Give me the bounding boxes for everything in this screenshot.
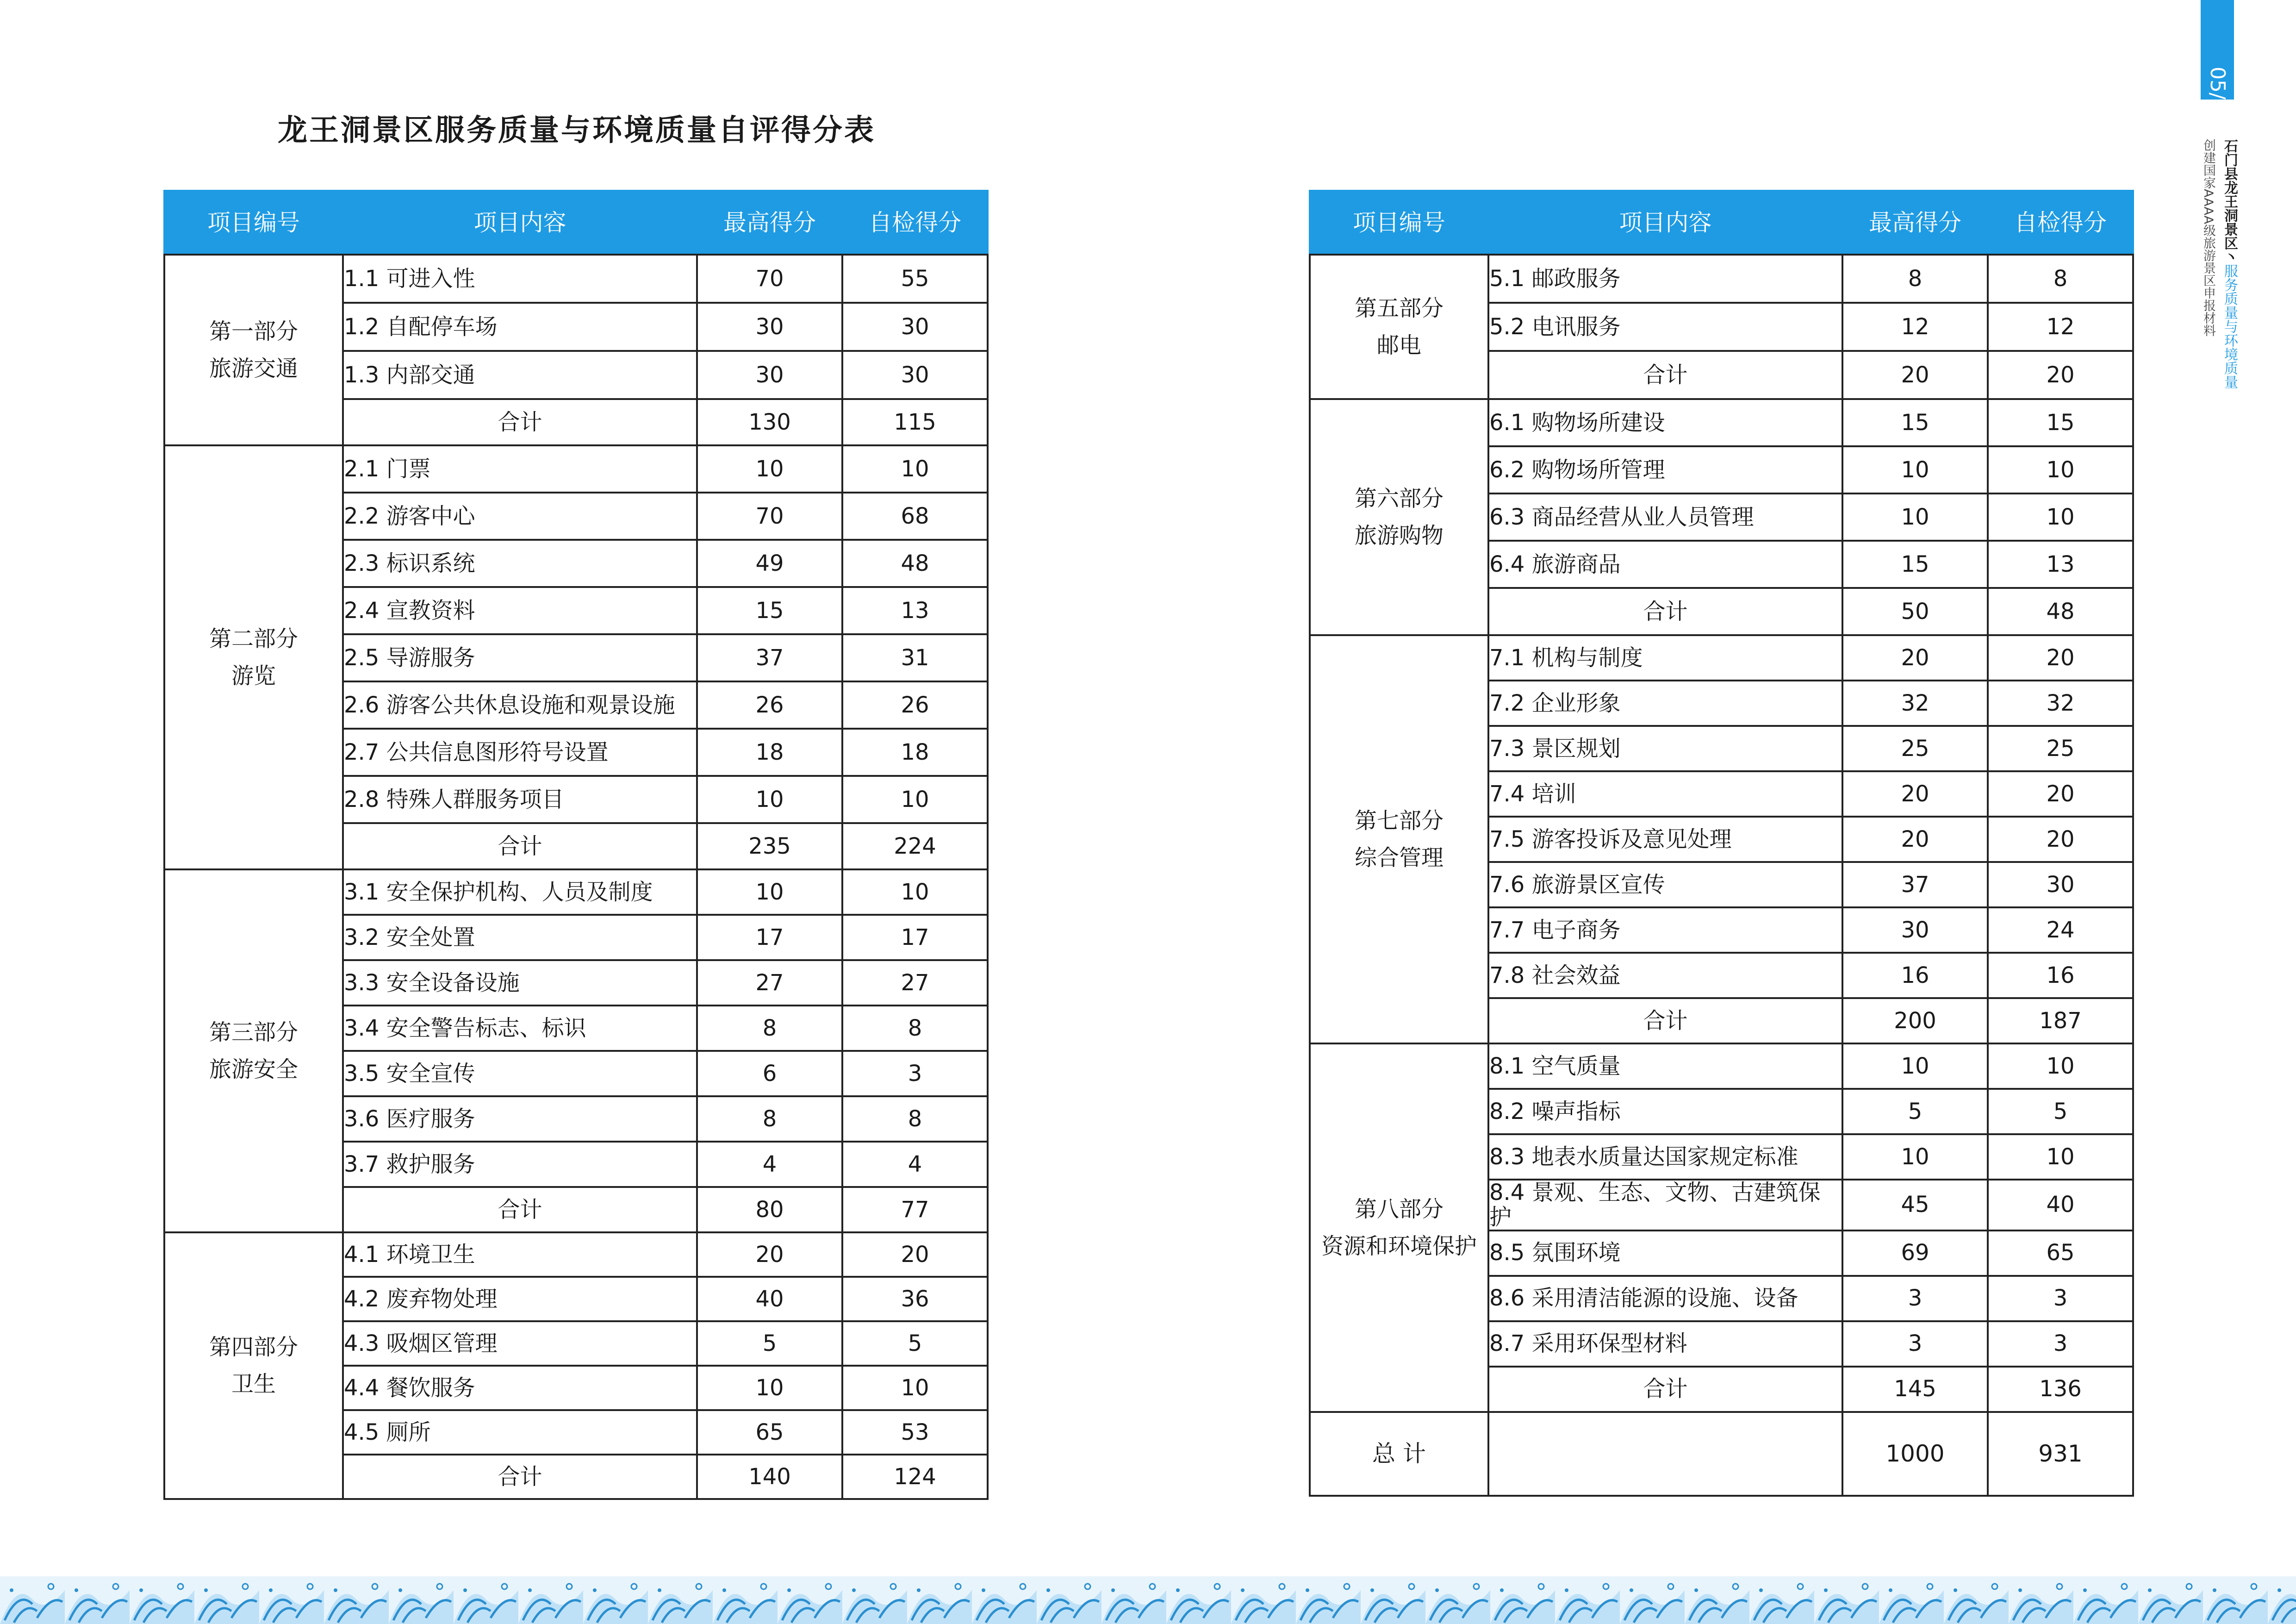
subtotal-max: 145 xyxy=(1842,1367,1988,1412)
item-label: 7.5 游客投诉及意见处理 xyxy=(1488,817,1842,862)
item-label: 8.1 空气质量 xyxy=(1488,1043,1842,1089)
section-label-line: 资源和环境保护 xyxy=(1321,1233,1477,1259)
section-label xyxy=(1310,255,1488,399)
subtotal-max: 200 xyxy=(1842,998,1988,1043)
max-score: 6 xyxy=(697,1051,842,1096)
max-score: 10 xyxy=(1842,1043,1988,1089)
max-score: 10 xyxy=(697,445,842,493)
item-label: 8.7 采用环保型材料 xyxy=(1488,1321,1842,1367)
max-score: 69 xyxy=(1842,1230,1988,1276)
section-label xyxy=(164,445,343,869)
item-label: 8.6 采用清洁能源的设施、设备 xyxy=(1488,1276,1842,1321)
self-score: 36 xyxy=(842,1277,988,1321)
subtotal-self: 115 xyxy=(842,399,988,445)
section-label xyxy=(1310,399,1488,635)
max-score: 16 xyxy=(1842,953,1988,998)
self-score: 18 xyxy=(842,729,988,776)
self-score: 10 xyxy=(842,445,988,493)
self-score: 30 xyxy=(1988,862,2133,907)
header-item-number: 项目编号 xyxy=(164,191,343,255)
self-score: 8 xyxy=(842,1006,988,1051)
self-score: 24 xyxy=(1988,907,2133,953)
self-score: 27 xyxy=(842,960,988,1006)
subtotal-self: 77 xyxy=(842,1187,988,1232)
item-label: 3.6 医疗服务 xyxy=(343,1096,697,1142)
self-score: 5 xyxy=(1988,1089,2133,1134)
item-label: 2.1 门票 xyxy=(343,445,697,493)
max-score: 70 xyxy=(697,255,842,303)
max-score: 40 xyxy=(697,1277,842,1321)
item-label: 6.3 商品经营从业人员管理 xyxy=(1488,493,1842,541)
max-score: 32 xyxy=(1842,681,1988,726)
subtotal-self: 20 xyxy=(1988,351,2133,399)
item-label: 4.2 废弃物处理 xyxy=(343,1277,697,1321)
subtotal-label: 合计 xyxy=(343,1455,697,1499)
section-label xyxy=(164,869,343,1232)
header-self-score: 自检得分 xyxy=(842,191,988,255)
item-label: 8.4 景观、生态、文物、古建筑保护 xyxy=(1488,1180,1842,1230)
max-score: 15 xyxy=(1842,541,1988,588)
section-label-line: 第七部分 xyxy=(1354,808,1444,834)
page-number: 05/06 xyxy=(2206,67,2229,125)
section-label-line: 第二部分 xyxy=(209,626,298,652)
self-score: 10 xyxy=(842,1366,988,1410)
max-score: 10 xyxy=(1842,446,1988,493)
max-score: 5 xyxy=(1842,1089,1988,1134)
subtotal-label: 合计 xyxy=(1488,1367,1842,1412)
header-item-content: 项目内容 xyxy=(1488,191,1842,255)
max-score: 20 xyxy=(1842,817,1988,862)
item-label: 2.3 标识系统 xyxy=(343,540,697,587)
max-score: 45 xyxy=(1842,1180,1988,1230)
subtotal-max: 80 xyxy=(697,1187,842,1232)
subtotal-label: 合计 xyxy=(343,1187,697,1232)
max-score: 8 xyxy=(697,1006,842,1051)
item-label: 7.3 景区规划 xyxy=(1488,726,1842,771)
max-score: 37 xyxy=(697,634,842,681)
section-label-line: 第三部分 xyxy=(209,1019,298,1045)
item-label: 6.4 旅游商品 xyxy=(1488,541,1842,588)
item-label: 7.7 电子商务 xyxy=(1488,907,1842,953)
max-score: 10 xyxy=(697,1366,842,1410)
item-label: 3.2 安全处置 xyxy=(343,915,697,960)
self-score: 55 xyxy=(842,255,988,303)
item-label: 8.3 地表水质量达国家规定标准 xyxy=(1488,1134,1842,1180)
self-score: 32 xyxy=(1988,681,2133,726)
max-score: 70 xyxy=(697,493,842,540)
section-label xyxy=(1310,1043,1488,1412)
item-label: 8.5 氛围环境 xyxy=(1488,1230,1842,1276)
item-label: 7.8 社会效益 xyxy=(1488,953,1842,998)
item-label: 2.2 游客中心 xyxy=(343,493,697,540)
table-row xyxy=(164,445,988,493)
item-label: 2.6 游客公共休息设施和观景设施 xyxy=(343,681,697,729)
section-label-line: 综合管理 xyxy=(1354,845,1444,871)
item-label: 7.1 机构与制度 xyxy=(1488,635,1842,681)
table-row xyxy=(164,869,988,915)
score-table-right xyxy=(1309,190,2134,1497)
table-header-row xyxy=(164,191,988,255)
section-label-line: 第六部分 xyxy=(1354,486,1444,512)
item-label: 4.1 环境卫生 xyxy=(343,1232,697,1277)
subtotal-max: 130 xyxy=(697,399,842,445)
section-label-line: 第八部分 xyxy=(1354,1196,1444,1222)
item-label: 4.5 厕所 xyxy=(343,1410,697,1455)
grand-total-label: 总 计 xyxy=(1310,1412,1488,1496)
table-row xyxy=(1310,635,2133,681)
subtotal-self: 48 xyxy=(1988,588,2133,635)
item-label: 7.6 旅游景区宣传 xyxy=(1488,862,1842,907)
max-score: 49 xyxy=(697,540,842,587)
max-score: 30 xyxy=(697,351,842,399)
max-score: 3 xyxy=(1842,1321,1988,1367)
grand-total-row xyxy=(1310,1412,2133,1496)
self-score: 5 xyxy=(842,1321,988,1366)
section-label xyxy=(164,255,343,445)
grand-total-empty xyxy=(1488,1412,1842,1496)
section-label xyxy=(1310,635,1488,1043)
self-score: 68 xyxy=(842,493,988,540)
subtotal-self: 136 xyxy=(1988,1367,2133,1412)
side-heading-divider: 丶 xyxy=(2221,250,2238,264)
table-row xyxy=(164,255,988,303)
max-score: 26 xyxy=(697,681,842,729)
subtotal-self: 124 xyxy=(842,1455,988,1499)
item-label: 5.2 电讯服务 xyxy=(1488,303,1842,351)
self-score: 13 xyxy=(842,587,988,634)
self-score: 25 xyxy=(1988,726,2133,771)
self-score: 31 xyxy=(842,634,988,681)
table-row xyxy=(1310,255,2133,303)
max-score: 3 xyxy=(1842,1276,1988,1321)
self-score: 65 xyxy=(1988,1230,2133,1276)
max-score: 37 xyxy=(1842,862,1988,907)
item-label: 4.3 吸烟区管理 xyxy=(343,1321,697,1366)
subtotal-self: 187 xyxy=(1988,998,2133,1043)
item-label: 3.3 安全设备设施 xyxy=(343,960,697,1006)
self-score: 40 xyxy=(1988,1180,2133,1230)
subtotal-self: 224 xyxy=(842,823,988,869)
self-score: 26 xyxy=(842,681,988,729)
self-score: 10 xyxy=(1988,1043,2133,1089)
item-label: 6.1 购物场所建设 xyxy=(1488,399,1842,446)
subtotal-label: 合计 xyxy=(343,399,697,445)
max-score: 27 xyxy=(697,960,842,1006)
self-score: 3 xyxy=(1988,1276,2133,1321)
item-label: 1.1 可进入性 xyxy=(343,255,697,303)
subtotal-label: 合计 xyxy=(343,823,697,869)
item-label: 1.2 自配停车场 xyxy=(343,303,697,351)
section-label-line: 第四部分 xyxy=(209,1334,298,1360)
self-score: 8 xyxy=(842,1096,988,1142)
header-item-number: 项目编号 xyxy=(1310,191,1488,255)
max-score: 12 xyxy=(1842,303,1988,351)
wave-pattern-border xyxy=(0,1576,2296,1624)
max-score: 5 xyxy=(697,1321,842,1366)
max-score: 18 xyxy=(697,729,842,776)
header-max-score: 最高得分 xyxy=(697,191,842,255)
max-score: 20 xyxy=(1842,771,1988,817)
section-label-line: 第一部分 xyxy=(209,319,298,344)
max-score: 4 xyxy=(697,1142,842,1187)
side-heading xyxy=(2219,139,2240,389)
self-score: 13 xyxy=(1988,541,2133,588)
self-score: 53 xyxy=(842,1410,988,1455)
subtotal-max: 235 xyxy=(697,823,842,869)
subtotal-label: 合计 xyxy=(1488,351,1842,399)
subtotal-label: 合计 xyxy=(1488,998,1842,1043)
header-self-score: 自检得分 xyxy=(1988,191,2133,255)
section-label xyxy=(164,1232,343,1499)
self-score: 15 xyxy=(1988,399,2133,446)
side-subtitle: 创建国家AAAA级旅游景区申报材料 xyxy=(2201,139,2215,337)
max-score: 20 xyxy=(1842,635,1988,681)
self-score: 48 xyxy=(842,540,988,587)
max-score: 10 xyxy=(1842,493,1988,541)
subtotal-max: 140 xyxy=(697,1455,842,1499)
section-label-line: 卫生 xyxy=(231,1371,276,1397)
grand-total-self: 931 xyxy=(1988,1412,2133,1496)
item-label: 7.2 企业形象 xyxy=(1488,681,1842,726)
self-score: 10 xyxy=(842,869,988,915)
item-label: 3.7 救护服务 xyxy=(343,1142,697,1187)
item-label: 2.5 导游服务 xyxy=(343,634,697,681)
max-score: 15 xyxy=(697,587,842,634)
self-score: 3 xyxy=(1988,1321,2133,1367)
section-label-line: 邮电 xyxy=(1376,332,1421,358)
self-score: 10 xyxy=(1988,446,2133,493)
self-score: 16 xyxy=(1988,953,2133,998)
header-max-score: 最高得分 xyxy=(1842,191,1988,255)
max-score: 15 xyxy=(1842,399,1988,446)
score-table-left xyxy=(163,190,989,1500)
self-score: 8 xyxy=(1988,255,2133,303)
item-label: 1.3 内部交通 xyxy=(343,351,697,399)
item-label: 3.5 安全宣传 xyxy=(343,1051,697,1096)
item-label: 5.1 邮政服务 xyxy=(1488,255,1842,303)
self-score: 30 xyxy=(842,351,988,399)
max-score: 30 xyxy=(697,303,842,351)
max-score: 10 xyxy=(1842,1134,1988,1180)
self-score: 20 xyxy=(1988,635,2133,681)
max-score: 17 xyxy=(697,915,842,960)
section-label-line: 游览 xyxy=(231,663,276,689)
grand-total-max: 1000 xyxy=(1842,1412,1988,1496)
self-score: 10 xyxy=(1988,1134,2133,1180)
section-label-line: 旅游交通 xyxy=(209,356,298,381)
max-score: 25 xyxy=(1842,726,1988,771)
max-score: 10 xyxy=(697,776,842,823)
item-label: 2.8 特殊人群服务项目 xyxy=(343,776,697,823)
section-label-line: 第五部分 xyxy=(1354,295,1444,321)
table-header-row xyxy=(1310,191,2133,255)
max-score: 8 xyxy=(1842,255,1988,303)
subtotal-max: 50 xyxy=(1842,588,1988,635)
section-label-line: 旅游购物 xyxy=(1354,523,1444,549)
item-label: 7.4 培训 xyxy=(1488,771,1842,817)
max-score: 30 xyxy=(1842,907,1988,953)
item-label: 2.7 公共信息图形符号设置 xyxy=(343,729,697,776)
item-label: 2.4 宣教资料 xyxy=(343,587,697,634)
table-row xyxy=(1310,1043,2133,1089)
self-score: 30 xyxy=(842,303,988,351)
self-score: 10 xyxy=(842,776,988,823)
max-score: 8 xyxy=(697,1096,842,1142)
self-score: 10 xyxy=(1988,493,2133,541)
table-row xyxy=(1310,399,2133,446)
side-heading-main: 石门县龙王洞景区 xyxy=(2221,139,2238,250)
self-score: 12 xyxy=(1988,303,2133,351)
self-score: 3 xyxy=(842,1051,988,1096)
subtotal-label: 合计 xyxy=(1488,588,1842,635)
page-title: 龙王洞景区服务质量与环境质量自评得分表 xyxy=(278,113,876,148)
table-row xyxy=(164,1232,988,1277)
max-score: 20 xyxy=(697,1232,842,1277)
self-score: 20 xyxy=(842,1232,988,1277)
item-label: 6.2 购物场所管理 xyxy=(1488,446,1842,493)
item-label: 3.4 安全警告标志、标识 xyxy=(343,1006,697,1051)
subtotal-max: 20 xyxy=(1842,351,1988,399)
self-score: 4 xyxy=(842,1142,988,1187)
self-score: 17 xyxy=(842,915,988,960)
self-score: 20 xyxy=(1988,817,2133,862)
max-score: 65 xyxy=(697,1410,842,1455)
section-label-line: 旅游安全 xyxy=(209,1056,298,1082)
side-subheading: 服务质量与环境质量 xyxy=(2221,264,2238,389)
item-label: 4.4 餐饮服务 xyxy=(343,1366,697,1410)
self-score: 20 xyxy=(1988,771,2133,817)
header-item-content: 项目内容 xyxy=(343,191,697,255)
item-label: 8.2 噪声指标 xyxy=(1488,1089,1842,1134)
item-label: 3.1 安全保护机构、人员及制度 xyxy=(343,869,697,915)
max-score: 10 xyxy=(697,869,842,915)
